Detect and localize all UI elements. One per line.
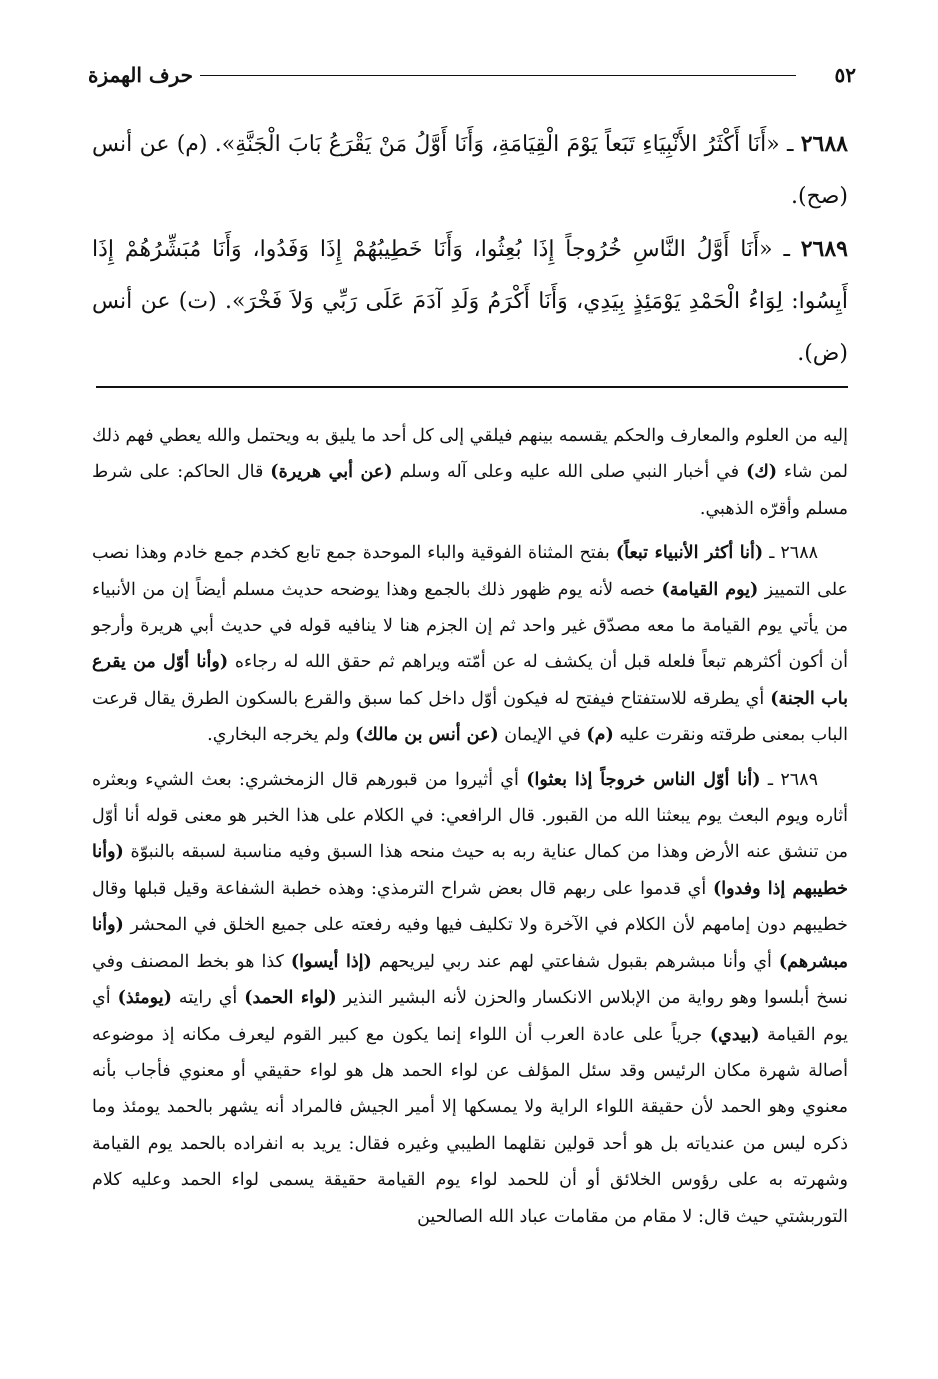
commentary-text: إليه من العلوم والمعارف والحكم يقسمه بينهم فيلقي إلى كل أحد ما يليق به ويحتمل والله يعطي فهم ذلك لمن شاء — [92, 426, 848, 483]
commentary-number: ٢٦٨٩ — [780, 769, 818, 790]
commentary-text: بفتح المثناة الفوقية والباء الموحدة جمع تابع كخدم جمع خادم وهذا نصب على التمييز — [92, 543, 848, 600]
commentary-text: كذا هو بخط المصنف وفي نسخ أبلسوا وهو رواية من الإبلاس الانكسار والحزن لأنه البشير النذير — [92, 951, 848, 1009]
hadith-number: ٢٦٨٩ — [800, 236, 848, 262]
commentary-block — [92, 418, 848, 1235]
commentary-text: ولم يخرجه البخاري. — [207, 725, 356, 746]
commentary-paragraph: ٢٦٨٩ ـ (أنا أوّل الناس خروجاً إذا بعثوا) أي أثيروا من قبورهم قال الزمخشري: بعث الشيء وبعثره أثاره ويوم البعث يوم يبعثنا الله من القبور. قال الرافعي: في الكلام على هذا الخبر هو معنى قوله أنا أوّل من تنشق عنه الأرض وهذا من كمال عناية ربه به حيث منحه هذا السبق وفيه مناسبة لسبقه بالنبوّة (وأنا خطيبهم إذا وفدوا) أي قدموا على ربهم قال بعض شراح الترمذي: وهذه خطبة الشفاعة وقيل قبلها وقال خطيبهم دون إمامهم لأن الكلام في الآخرة ولا تكليف فيها وفيه رفعته على جميع الخلق في المحشر (وأنا مبشرهم) أي وأنا مبشرهم بقبول شفاعتي لهم عند ربي ليريحهم (إذا أيسوا) كذا هو بخط المصنف وفي نسخ أبلسوا وهو رواية من الإبلاس الانكسار والحزن لأنه البشير النذير (لواء الحمد) أي رايته (يومئذ) أي يوم القيامة (بيدي) جرياً على عادة العرب أن اللواء إنما يكون مع كبير القوم ليعرف مكانه إذ موضوعه أصالة شهرة مكان الرئيس وقد سئل المؤلف عن لواء الحمد هل هو لواء حقيقي أو معنوي فأجاب بأنه معنوي وهو الحمد لأن حقيقة اللواء الراية ولا يمسكها إلا أمير الجيش فالمراد أنه يشهر بالحمد يومئذ وما ذكره ليس من عندياته بل هو أحد قولين نقلهما الطيبي وغيره فقال: يريد به انفراده بالحمد يوم القيامة وشهرته به على رؤوس الخلائق أو أن للحمد لواء يوم القيامة حقيقة يسمى لواء الحمد وعليه كلام التوربشتي حيث قال: لا مقام من مقامات عباد الله الصالحين — [92, 769, 848, 1227]
commentary-bold: (يومئذ) — [117, 988, 172, 1009]
commentary-bold: (وأنا أوّل من يقرع باب الجنة) — [92, 652, 848, 709]
commentary-number: ٢٦٨٨ — [780, 543, 818, 564]
page-header — [88, 62, 856, 88]
commentary-text: أي يطرقه للاستفتاح فيفتح له فيكون أوّل داخل كما سبق والقرع بالسكون الطرق يقال قرعت الباب بمعنى طرقته ونقرت عليه — [92, 688, 848, 746]
hadith-text-block — [92, 118, 848, 380]
commentary-text: جرياً على عادة العرب أن اللواء إنما يكون مع كبير القوم ليعرف مكانه إذ موضوعه أصالة شهرة مكان الرئيس وقد سئل المؤلف عن لواء الحمد هل هو لواء حقيقي أو معنوي فأجاب بأنه معنوي وهو الحمد لأن حقيقة اللواء الراية ولا يمسكها إلا أمير الجيش فالمراد أنه يشهر بالحمد يومئذ وما ذكره ليس من عندياته بل هو أحد قولين نقلهما الطيبي وغيره فقال: يريد به انفراده بالحمد يوم القيامة وشهرته به على رؤوس الخلائق أو أن للحمد لواء يوم القيامة حقيقة يسمى لواء الحمد وعليه كلام التوربشتي حيث قال: لا مقام من مقامات عباد الله الصالحين — [92, 1024, 848, 1227]
commentary-bold: (عن أنس بن مالك) — [355, 725, 499, 746]
commentary-text: خصه لأنه يوم ظهور ذلك بالجمع وهذا يوضحه حديث مسلم أيضاً إن من الأنبياء من يأتي يوم القيامة ما معه مصدّق غير واحد ثم إن الجزم هنا لا ينافيه قوله في حديث أبي هريرة وأرجو أن أكون أكثرهم تبعاً فلعله قبل أن يكشف له عن أمّته ويراهم ثم حقق الله له رجاءه — [92, 579, 848, 673]
commentary-text: أي يوم القيامة — [92, 988, 848, 1045]
commentary-bold: (أنا أوّل الناس خروجاً إذا بعثوا) — [526, 769, 761, 790]
commentary-text: أي أثيروا من قبورهم قال الزمخشري: بعث الشيء وبعثره أثاره ويوم البعث يوم يبعثنا الله من القبور. قال الرافعي: في الكلام على هذا الخبر هو معنى قوله أنا أوّل من تنشق عنه الأرض وهذا من كمال عناية ربه به حيث منحه هذا السبق وفيه مناسبة لسبقه بالنبوّة — [92, 769, 848, 863]
commentary-bold: (لواء الحمد) — [244, 988, 337, 1009]
section-separator — [96, 386, 848, 388]
hadith-text: «أَنَا أَكْثَرُ الأَنْبِيَاءِ تَبَعاً يَوْمَ الْقِيَامَةِ، وَأَنَا أَوَّلُ مَنْ يَقْرَعُ بَابَ الْجَنَّةِ». (م) عن أنس (صح). — [92, 132, 848, 209]
commentary-bold: (يوم القيامة) — [661, 579, 759, 600]
hadith-entry: ٢٦٨٨ ـ «أَنَا أَكْثَرُ الأَنْبِيَاءِ تَبَعاً يَوْمَ الْقِيَامَةِ، وَأَنَا أَوَّلُ مَنْ يَقْرَعُ بَابَ الْجَنَّةِ». (م) عن أنس (صح). — [92, 131, 848, 209]
hadith-number: ٢٦٨٨ — [800, 131, 848, 157]
commentary-bold: (ك) — [746, 462, 778, 483]
commentary-bold: (عن أبي هريرة) — [270, 462, 393, 483]
commentary-bold: (بيدي) — [709, 1024, 760, 1045]
commentary-text: أي قدموا على ربهم قال بعض شراح الترمذي: وهذه خطبة الشفاعة وقيل قبلها وقال خطيبهم دون إمامهم لأن الكلام في الآخرة ولا تكليف فيها وفيه رفعته على جميع الخلق في المحشر — [92, 878, 848, 936]
commentary-text: أي رايته — [171, 988, 245, 1009]
hadith-text: «أَنَا أَوَّلُ النَّاسِ خُرُوجاً إِذَا بُعِثُوا، وَأَنَا خَطِيبُهُمْ إِذَا وَفَدُوا، وَأَنَا مُبَشِّرُهُمْ إِذَا أَيِسُوا: لِوَاءُ الْحَمْدِ يَوْمَئِذٍ بِيَدِي، وَأَنَا أَكْرَمُ وَلَدِ آدَمَ عَلَى رَبِّي وَلاَ فَخْرَ». (ت) عن أنس (ض). — [92, 237, 848, 366]
commentary-paragraph: ٢٦٨٨ ـ (أنا أكثر الأنبياء تبعاً) بفتح المثناة الفوقية والباء الموحدة جمع تابع كخدم جمع خادم وهذا نصب على التمييز (يوم القيامة) خصه لأنه يوم ظهور ذلك بالجمع وهذا يوضحه حديث مسلم أيضاً إن من الأنبياء من يأتي يوم القيامة ما معه مصدّق غير واحد ثم إن الجزم هنا لا ينافيه قوله في حديث أبي هريرة وأرجو أن أكون أكثرهم تبعاً فلعله قبل أن يكشف له عن أمّته ويراهم ثم حقق الله له رجاءه (وأنا أوّل من يقرع باب الجنة) أي يطرقه للاستفتاح فيفتح له فيكون أوّل داخل كما سبق والقرع بالسكون الطرق يقال قرعت الباب بمعنى طرقته ونقرت عليه (م) في الإيمان (عن أنس بن مالك) ولم يخرجه البخاري. — [92, 543, 848, 746]
header-rule — [200, 75, 796, 76]
page-number: ٥٢ — [834, 63, 856, 87]
commentary-paragraph — [92, 418, 848, 527]
commentary-bold: (إذا أيسوا) — [290, 951, 372, 972]
hadith-entry: ٢٦٨٩ ـ «أَنَا أَوَّلُ النَّاسِ خُرُوجاً إِذَا بُعِثُوا، وَأَنَا خَطِيبُهُمْ إِذَا وَفَدُوا، وَأَنَا مُبَشِّرُهُمْ إِذَا أَيِسُوا: لِوَاءُ الْحَمْدِ يَوْمَئِذٍ بِيَدِي، وَأَنَا أَكْرَمُ وَلَدِ آدَمَ عَلَى رَبِّي وَلاَ فَخْرَ». (ت) عن أنس (ض). — [92, 236, 848, 366]
commentary-text: أي وأنا مبشرهم بقبول شفاعتي لهم عند ربي ليريحهم — [371, 951, 779, 972]
commentary-bold: (م) — [586, 725, 614, 746]
commentary-text: في أخبار النبي صلى الله عليه وعلى آله وسلم — [392, 462, 747, 483]
commentary-bold: (وأنا خطيبهم إذا وفدوا) — [92, 842, 848, 899]
commentary-bold: (وأنا مبشرهم) — [92, 915, 848, 972]
commentary-text: في الإيمان — [498, 725, 587, 746]
commentary-text: قال الحاكم: على شرط مسلم وأقرّه الذهبي. — [92, 462, 848, 519]
commentary-bold: (أنا أكثر الأنبياء تبعاً) — [615, 543, 764, 564]
running-title: حرف الهمزة — [88, 63, 194, 87]
